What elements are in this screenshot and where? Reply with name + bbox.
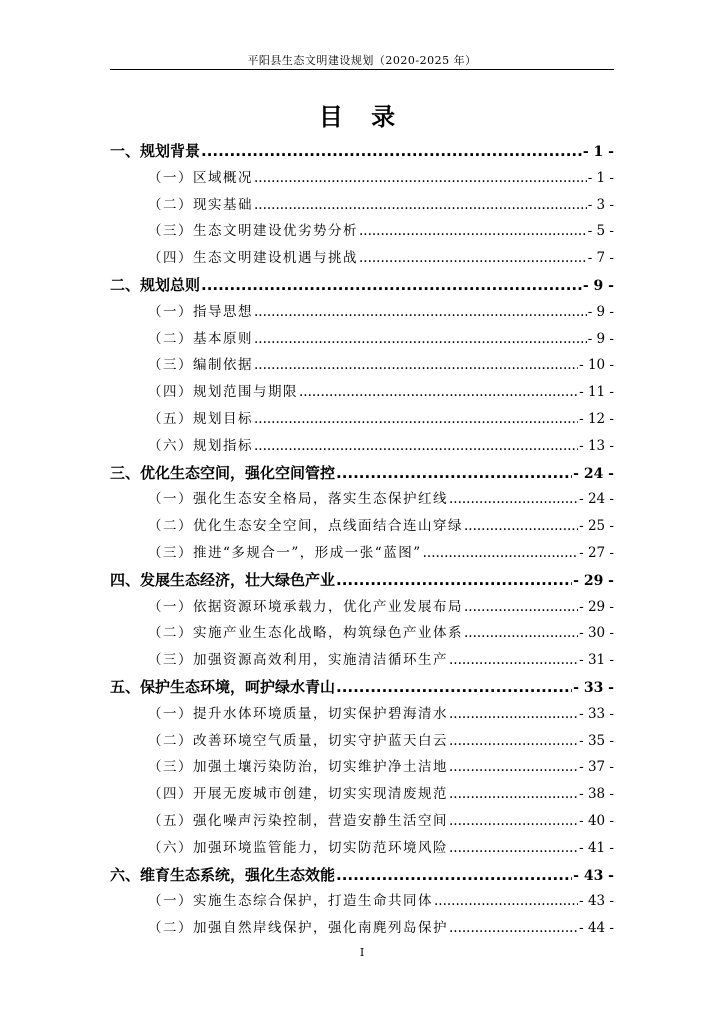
toc-dot-leader bbox=[449, 835, 578, 862]
toc-page-number: - 44 - bbox=[579, 920, 614, 937]
toc-dot-leader bbox=[449, 754, 578, 781]
toc-entry-title: （四）规划范围与期限 bbox=[148, 384, 298, 401]
toc-entry-title: （二）加强自然岸线保护，强化南麂列岛保护 bbox=[148, 920, 448, 937]
toc-entry-title: （三）编制依据 bbox=[148, 357, 253, 374]
toc-chapter-entry[interactable] bbox=[110, 567, 614, 594]
toc-page-number: - 9 - bbox=[587, 303, 614, 320]
toc-entry-title: （二）改善环境空气质量，切实守护蓝天白云 bbox=[148, 732, 448, 749]
toc-entry-title: （二）现实基础 bbox=[148, 196, 253, 213]
page-title: 目 录 bbox=[318, 103, 406, 131]
toc-page-number: - 1 - bbox=[582, 144, 614, 160]
toc-section-entry[interactable] bbox=[110, 647, 614, 674]
toc-entry-title: （二）实施产业生态化战略，构筑绿色产业体系 bbox=[148, 625, 463, 642]
toc-page-number: - 9 - bbox=[582, 277, 614, 294]
toc-page-number: - 43 - bbox=[579, 893, 614, 910]
toc-dot-leader bbox=[359, 218, 587, 245]
table-of-contents bbox=[110, 138, 614, 942]
page-number: I bbox=[359, 946, 365, 959]
toc-section-entry[interactable] bbox=[110, 486, 614, 513]
toc-entry-title: 二、规划总则 bbox=[110, 275, 201, 294]
toc-section-entry[interactable] bbox=[110, 888, 614, 915]
toc-page-number: - 30 - bbox=[579, 625, 614, 642]
toc-dot-leader bbox=[201, 138, 582, 165]
toc-page-number: - 41 - bbox=[579, 839, 614, 856]
toc-page-number: - 25 - bbox=[579, 518, 614, 535]
toc-section-entry[interactable] bbox=[110, 540, 614, 567]
toc-entry-title: （五）强化噪声污染控制，营造安静生活空间 bbox=[148, 812, 448, 829]
toc-dot-leader bbox=[254, 165, 587, 192]
toc-page-number: - 11 - bbox=[579, 384, 614, 401]
toc-section-entry[interactable] bbox=[110, 513, 614, 540]
toc-dot-leader bbox=[449, 486, 578, 513]
toc-page-number: - 13 - bbox=[579, 437, 614, 454]
toc-section-entry[interactable] bbox=[110, 192, 614, 219]
toc-dot-leader bbox=[464, 620, 578, 647]
toc-dot-leader bbox=[449, 808, 578, 835]
toc-entry-title: （六）规划指标 bbox=[148, 437, 253, 454]
toc-entry-title: （三）加强资源高效利用，实施清洁循环生产 bbox=[148, 652, 448, 669]
toc-page-number: - 35 - bbox=[579, 732, 614, 749]
toc-section-entry[interactable] bbox=[110, 299, 614, 326]
toc-page-number: - 43 - bbox=[573, 867, 614, 884]
toc-page-number: - 38 - bbox=[579, 786, 614, 803]
toc-entry-title: 三、优化生态空间，强化空间管控 bbox=[110, 463, 336, 482]
toc-dot-leader bbox=[336, 862, 572, 889]
toc-dot-leader bbox=[449, 647, 578, 674]
toc-section-entry[interactable] bbox=[110, 165, 614, 192]
toc-section-entry[interactable] bbox=[110, 433, 614, 460]
toc-section-entry[interactable] bbox=[110, 808, 614, 835]
toc-chapter-entry[interactable] bbox=[110, 460, 614, 487]
toc-page-number: - 29 - bbox=[579, 598, 614, 615]
toc-dot-leader bbox=[254, 192, 587, 219]
toc-section-entry[interactable] bbox=[110, 728, 614, 755]
toc-entry-title: （一）指导思想 bbox=[148, 303, 253, 320]
toc-entry-title: （三）加强土壤污染防治，切实维护净土洁地 bbox=[148, 759, 448, 776]
toc-entry-title: 六、维育生态系统，强化生态效能 bbox=[110, 865, 336, 884]
toc-dot-leader bbox=[434, 888, 578, 915]
toc-dot-leader bbox=[336, 460, 572, 487]
toc-entry-title: 四、发展生态经济，壮大绿色产业 bbox=[110, 570, 336, 589]
toc-page-number: - 9 - bbox=[587, 330, 614, 347]
toc-page-number: - 24 - bbox=[579, 491, 614, 508]
toc-dot-leader bbox=[464, 513, 578, 540]
toc-entry-title: （一）强化生态安全格局，落实生态保护红线 bbox=[148, 491, 448, 508]
toc-page-number: - 10 - bbox=[579, 357, 614, 374]
toc-page-number: - 24 - bbox=[573, 465, 614, 482]
toc-dot-leader bbox=[423, 540, 579, 567]
toc-chapter-entry[interactable] bbox=[110, 862, 614, 889]
toc-page-number: - 33 - bbox=[579, 705, 614, 722]
toc-entry-title: （二）优化生态安全空间，点线面结合连山穿绿 bbox=[148, 518, 463, 535]
toc-entry-title: （二）基本原则 bbox=[148, 330, 253, 347]
toc-section-entry[interactable] bbox=[110, 620, 614, 647]
toc-section-entry[interactable] bbox=[110, 754, 614, 781]
toc-dot-leader bbox=[254, 299, 587, 326]
toc-page-number: - 12 - bbox=[579, 410, 614, 427]
toc-dot-leader bbox=[254, 433, 578, 460]
toc-entry-title: （四）开展无废城市创建，切实实现清废规范 bbox=[148, 786, 448, 803]
toc-section-entry[interactable] bbox=[110, 326, 614, 353]
toc-entry-title: （四）生态文明建设机遇与挑战 bbox=[148, 250, 358, 267]
toc-section-entry[interactable] bbox=[110, 218, 614, 245]
toc-entry-title: 一、规划背景 bbox=[110, 142, 201, 160]
toc-chapter-entry[interactable] bbox=[110, 272, 614, 299]
toc-dot-leader bbox=[464, 594, 578, 621]
toc-page-number: - 33 - bbox=[573, 679, 614, 696]
toc-chapter-entry[interactable] bbox=[110, 138, 614, 165]
toc-section-entry[interactable] bbox=[110, 701, 614, 728]
toc-section-entry[interactable] bbox=[110, 352, 614, 379]
toc-dot-leader bbox=[201, 272, 582, 299]
toc-section-entry[interactable] bbox=[110, 594, 614, 621]
toc-dot-leader bbox=[336, 567, 572, 594]
toc-dot-leader bbox=[254, 406, 578, 433]
toc-dot-leader bbox=[449, 728, 578, 755]
toc-dot-leader bbox=[359, 245, 587, 272]
toc-page-number: - 5 - bbox=[587, 223, 614, 240]
toc-section-entry[interactable] bbox=[110, 245, 614, 272]
toc-page-number: - 31 - bbox=[579, 652, 614, 669]
toc-entry-title: （一）区域概况 bbox=[148, 169, 253, 186]
toc-page-number: - 40 - bbox=[579, 812, 614, 829]
toc-section-entry[interactable] bbox=[110, 781, 614, 808]
toc-page-number: - 29 - bbox=[573, 572, 614, 589]
toc-entry-title: （一）提升水体环境质量，切实保护碧海清水 bbox=[148, 705, 448, 722]
toc-dot-leader bbox=[449, 915, 578, 942]
running-header: 平阳县生态文明建设规划（2020-2025 年） bbox=[247, 54, 477, 67]
toc-dot-leader bbox=[299, 379, 578, 406]
toc-section-entry[interactable] bbox=[110, 835, 614, 862]
toc-entry-title: （三）推进“多规合一”，形成一张“蓝图” bbox=[148, 544, 422, 561]
toc-page-number: - 3 - bbox=[587, 196, 614, 213]
toc-dot-leader bbox=[336, 674, 572, 701]
toc-entry-title: 五、保护生态环境，呵护绿水青山 bbox=[110, 677, 336, 696]
toc-entry-title: （一）依据资源环境承载力，优化产业发展布局 bbox=[148, 598, 463, 615]
toc-page-number: - 37 - bbox=[579, 759, 614, 776]
toc-section-entry[interactable] bbox=[110, 379, 614, 406]
toc-section-entry[interactable] bbox=[110, 915, 614, 942]
toc-dot-leader bbox=[449, 781, 578, 808]
header-rule bbox=[110, 69, 614, 70]
toc-entry-title: （五）规划目标 bbox=[148, 410, 253, 427]
toc-chapter-entry[interactable] bbox=[110, 674, 614, 701]
toc-page-number: - 7 - bbox=[587, 250, 614, 267]
toc-page-number: - 27 - bbox=[579, 544, 614, 561]
toc-dot-leader bbox=[254, 352, 578, 379]
toc-section-entry[interactable] bbox=[110, 406, 614, 433]
toc-page-number: - 1 - bbox=[587, 169, 614, 186]
toc-entry-title: （一）实施生态综合保护，打造生命共同体 bbox=[148, 893, 433, 910]
toc-dot-leader bbox=[254, 326, 587, 353]
toc-entry-title: （六）加强环境监管能力，切实防范环境风险 bbox=[148, 839, 448, 856]
toc-entry-title: （三）生态文明建设优劣势分析 bbox=[148, 223, 358, 240]
toc-dot-leader bbox=[449, 701, 578, 728]
